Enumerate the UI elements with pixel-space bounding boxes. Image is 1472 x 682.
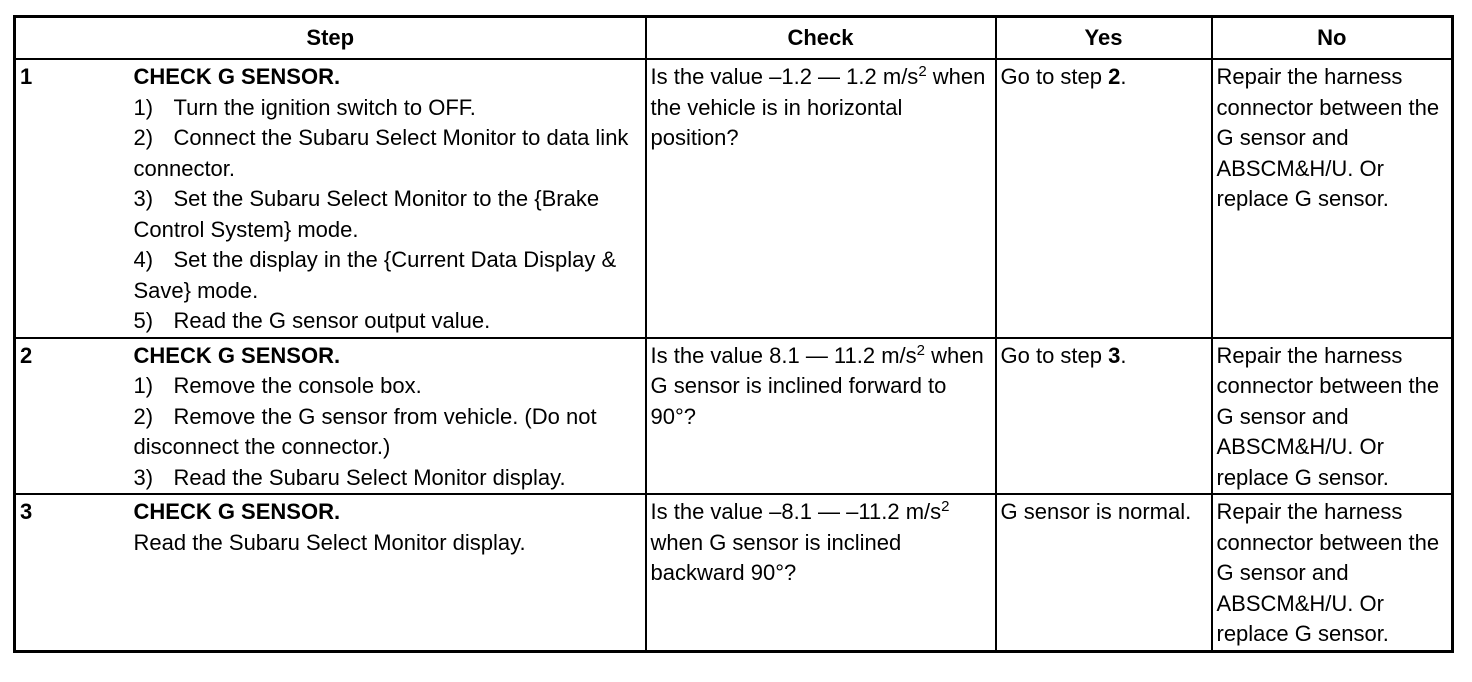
check-cell bbox=[646, 59, 996, 338]
yes-suffix: . bbox=[1120, 342, 1127, 368]
step-title: CHECK G SENSOR. bbox=[133, 499, 341, 524]
step-description bbox=[130, 59, 646, 338]
instruction-number: 3) bbox=[133, 464, 154, 490]
instruction bbox=[134, 123, 641, 184]
check-text-start: Is the value –1.2 — 1.2 m/s bbox=[650, 64, 919, 89]
check-superscript: 2 bbox=[941, 498, 950, 515]
yes-prefix: Go to step bbox=[1000, 342, 1109, 368]
check-cell bbox=[646, 338, 996, 495]
instruction bbox=[134, 93, 641, 124]
step-number: 2 bbox=[15, 338, 130, 495]
instruction-text: Turn the ignition switch to OFF. bbox=[173, 94, 476, 120]
check-superscript: 2 bbox=[916, 341, 926, 359]
check-superscript: 2 bbox=[918, 63, 927, 80]
yes-suffix: . bbox=[1120, 64, 1127, 89]
no-cell: Repair the harness connector between the G sensor and ABSCM&H/U. Or replace G sensor. bbox=[1212, 59, 1453, 338]
check-text-end: when G sensor is inclined backward 90°? bbox=[650, 529, 902, 585]
instruction-text: Remove the G sensor from vehicle. (Do not disconnect the connector.) bbox=[133, 403, 597, 459]
yes-step-ref: 2 bbox=[1108, 64, 1121, 89]
instruction bbox=[134, 245, 641, 306]
instruction-number: 2) bbox=[133, 125, 154, 150]
instruction-number: 1) bbox=[133, 94, 154, 120]
check-text-end: when the vehicle is in horizontal position? bbox=[650, 64, 986, 150]
yes-step-ref: 3 bbox=[1108, 342, 1121, 368]
instruction-text: Read the G sensor output value. bbox=[173, 308, 491, 333]
check-text-end: when G sensor is inclined forward to 90°? bbox=[650, 342, 984, 429]
header-yes: Yes bbox=[996, 17, 1212, 60]
step-description bbox=[130, 338, 646, 495]
no-cell: Repair the harness connector between the G sensor and ABSCM&H/U. Or replace G sensor. bbox=[1212, 494, 1453, 651]
instruction bbox=[134, 371, 641, 402]
no-cell: Repair the harness connector between the G sensor and ABSCM&H/U. Or replace G sensor. bbox=[1212, 338, 1453, 495]
instruction-number: 3) bbox=[133, 186, 154, 211]
instruction bbox=[134, 402, 641, 463]
instruction bbox=[134, 463, 641, 494]
yes-cell bbox=[996, 338, 1212, 495]
check-cell bbox=[646, 494, 996, 651]
header-step: Step bbox=[15, 17, 646, 60]
instruction-number: 5) bbox=[133, 308, 154, 333]
instruction-text: Remove the console box. bbox=[173, 373, 422, 398]
yes-prefix: Go to step bbox=[1000, 64, 1109, 89]
instruction-number: 2) bbox=[133, 403, 154, 429]
step-title: CHECK G SENSOR. bbox=[133, 64, 341, 89]
instruction-number: 4) bbox=[133, 247, 154, 272]
step-title: CHECK G SENSOR. bbox=[133, 342, 341, 368]
instruction-text: Set the display in the {Current Data Display & Save} mode. bbox=[133, 247, 617, 303]
step-number: 1 bbox=[15, 59, 130, 338]
header-check: Check bbox=[646, 17, 996, 60]
yes-cell bbox=[996, 59, 1212, 338]
table-row bbox=[15, 59, 1453, 338]
step-number: 3 bbox=[15, 494, 130, 651]
instruction-number: 1) bbox=[133, 373, 154, 398]
check-text-start: Is the value –8.1 — –11.2 m/s bbox=[650, 499, 942, 524]
step-description bbox=[130, 494, 646, 651]
yes-cell: G sensor is normal. bbox=[996, 494, 1212, 651]
instruction-text: Connect the Subaru Select Monitor to data link connector. bbox=[133, 125, 629, 181]
instruction-text: Set the Subaru Select Monitor to the {Brake Control System} mode. bbox=[133, 186, 600, 242]
table-row bbox=[15, 338, 1453, 495]
instruction-text: Read the Subaru Select Monitor display. bbox=[173, 464, 566, 490]
step-body: Read the Subaru Select Monitor display. bbox=[133, 529, 526, 555]
instruction bbox=[134, 306, 641, 337]
header-row bbox=[15, 17, 1453, 60]
check-text-start: Is the value 8.1 — 11.2 m/s bbox=[650, 342, 917, 368]
table-row bbox=[15, 494, 1453, 651]
diagnostic-table bbox=[13, 15, 1454, 653]
instruction bbox=[134, 184, 641, 245]
header-no: No bbox=[1212, 17, 1453, 60]
